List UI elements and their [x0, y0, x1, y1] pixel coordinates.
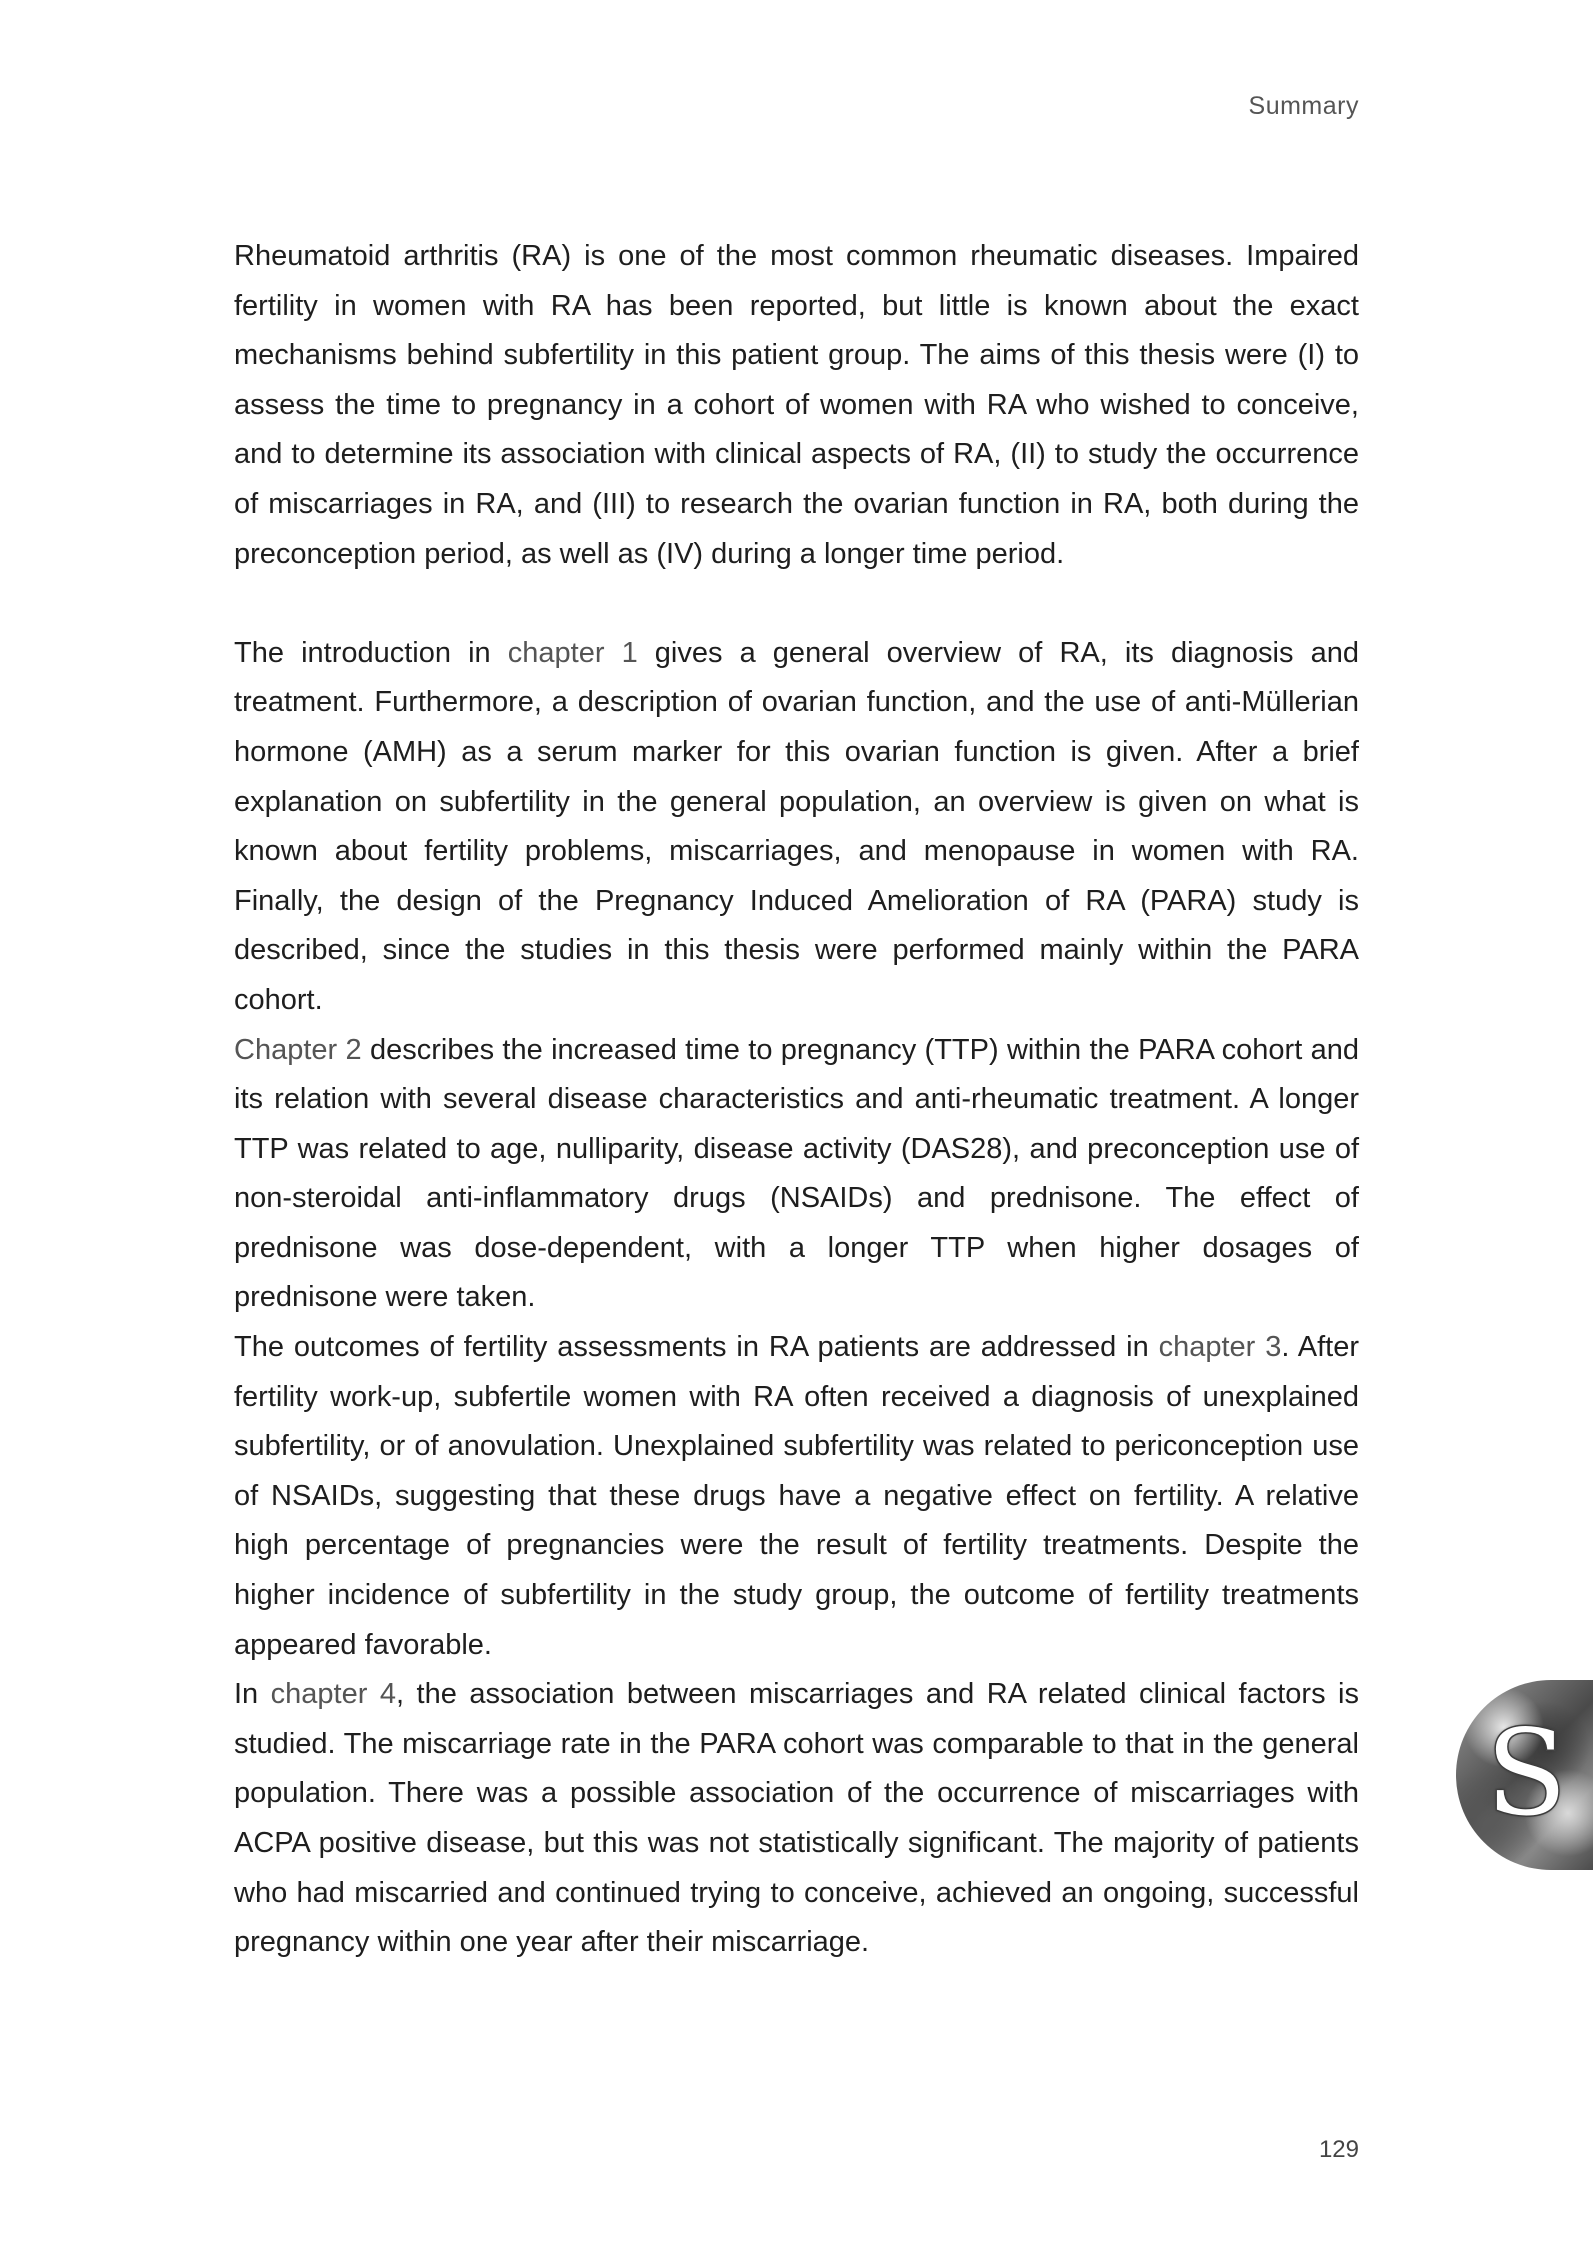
- paragraph-chapter-3: [234, 1323, 1359, 1670]
- paragraph-chapter-3-text: . After fertility work-up, subfertile women with RA often received a diagnosis of unexplained subfertility, or of anovulation. Unexplained subfertility was related to periconception use of NSAIDs, suggesting that these drugs have a negative effect on fertility. A relative high percentage of pregnancies were the result of fertility treatments. Despite the higher incidence of subfertility in the study group, the outcome of fertility treatments appeared favorable.: [234, 1331, 1359, 1661]
- paragraph-chapter-1: [234, 629, 1359, 1026]
- chapter-1-reference: chapter 1: [507, 636, 638, 669]
- paragraph-chapter-1-text: gives a general overview of RA, its diagnosis and treatment. Furthermore, a description of ovarian function, and the use of anti-Müllerian hormone (AMH) as a serum marker for this ovarian function is given. After a brief explanation on subfertility in the general population, an overview is given on what is known about fertility problems, miscarriages, and menopause in women with RA. Finally, the design of the Pregnancy Induced Amelioration of RA (PARA) study is described, since the studies in this thesis were performed mainly within the PARA cohort.: [234, 636, 1359, 1016]
- page-number: 129: [1318, 2136, 1359, 2163]
- paragraph-intro: Rheumatoid arthritis (RA) is one of the most common rheumatic diseases. Impaired fertility in women with RA has been reported, but little is known about the exact mechanisms behind subfertility in this patient group. The aims of this thesis were (I) to assess the time to pregnancy in a cohort of women with RA who wished to conceive, and to determine its association with clinical aspects of RA, (II) to study the occurrence of miscarriages in RA, and (III) to research the ovarian function in RA, both during the preconception period, as well as (IV) during a longer time period.: [234, 240, 1359, 570]
- chapter-2-reference: Chapter 2: [234, 1033, 362, 1066]
- paragraph-chapter-2: [234, 1026, 1359, 1324]
- body-text: [234, 232, 1359, 1968]
- section-thumb-tab: [1456, 1680, 1593, 1870]
- chapter-3-reference: chapter 3: [1158, 1331, 1282, 1364]
- paragraph-chapter-4: [234, 1670, 1359, 1968]
- running-header: Summary: [1248, 92, 1359, 120]
- paragraph-chapter-1-lead: The introduction in: [234, 636, 508, 669]
- paragraph-chapter-4-text: , the association between miscarriages and RA related clinical factors is studied. The miscarriage rate in the PARA cohort was comparable to that in the general population. There was a possible association of the occurrence of miscarriages with ACPA positive disease, but this was not statistically significant. The majority of patients who had miscarried and continued trying to conceive, achieved an ongoing, successful pregnancy within one year after their miscarriage.: [234, 1678, 1359, 1959]
- chapter-4-reference: chapter 4: [270, 1678, 397, 1711]
- paragraph-chapter-4-lead: In: [234, 1678, 271, 1711]
- paragraph-chapter-2-text: describes the increased time to pregnancy (TTP) within the PARA cohort and its relation with several disease characteristics and anti-rheumatic treatment. A longer TTP was related to age, nulliparity, disease activity (DAS28), and preconception use of non-steroidal anti-inflammatory drugs (NSAIDs) and prednisone. The effect of prednisone was dose-dependent, with a longer TTP when higher dosages of prednisone were taken.: [234, 1033, 1359, 1314]
- paragraph-chapter-3-lead: The outcomes of fertility assessments in RA patients are addressed in: [234, 1331, 1159, 1364]
- section-tab-letter: S: [1486, 1704, 1567, 1842]
